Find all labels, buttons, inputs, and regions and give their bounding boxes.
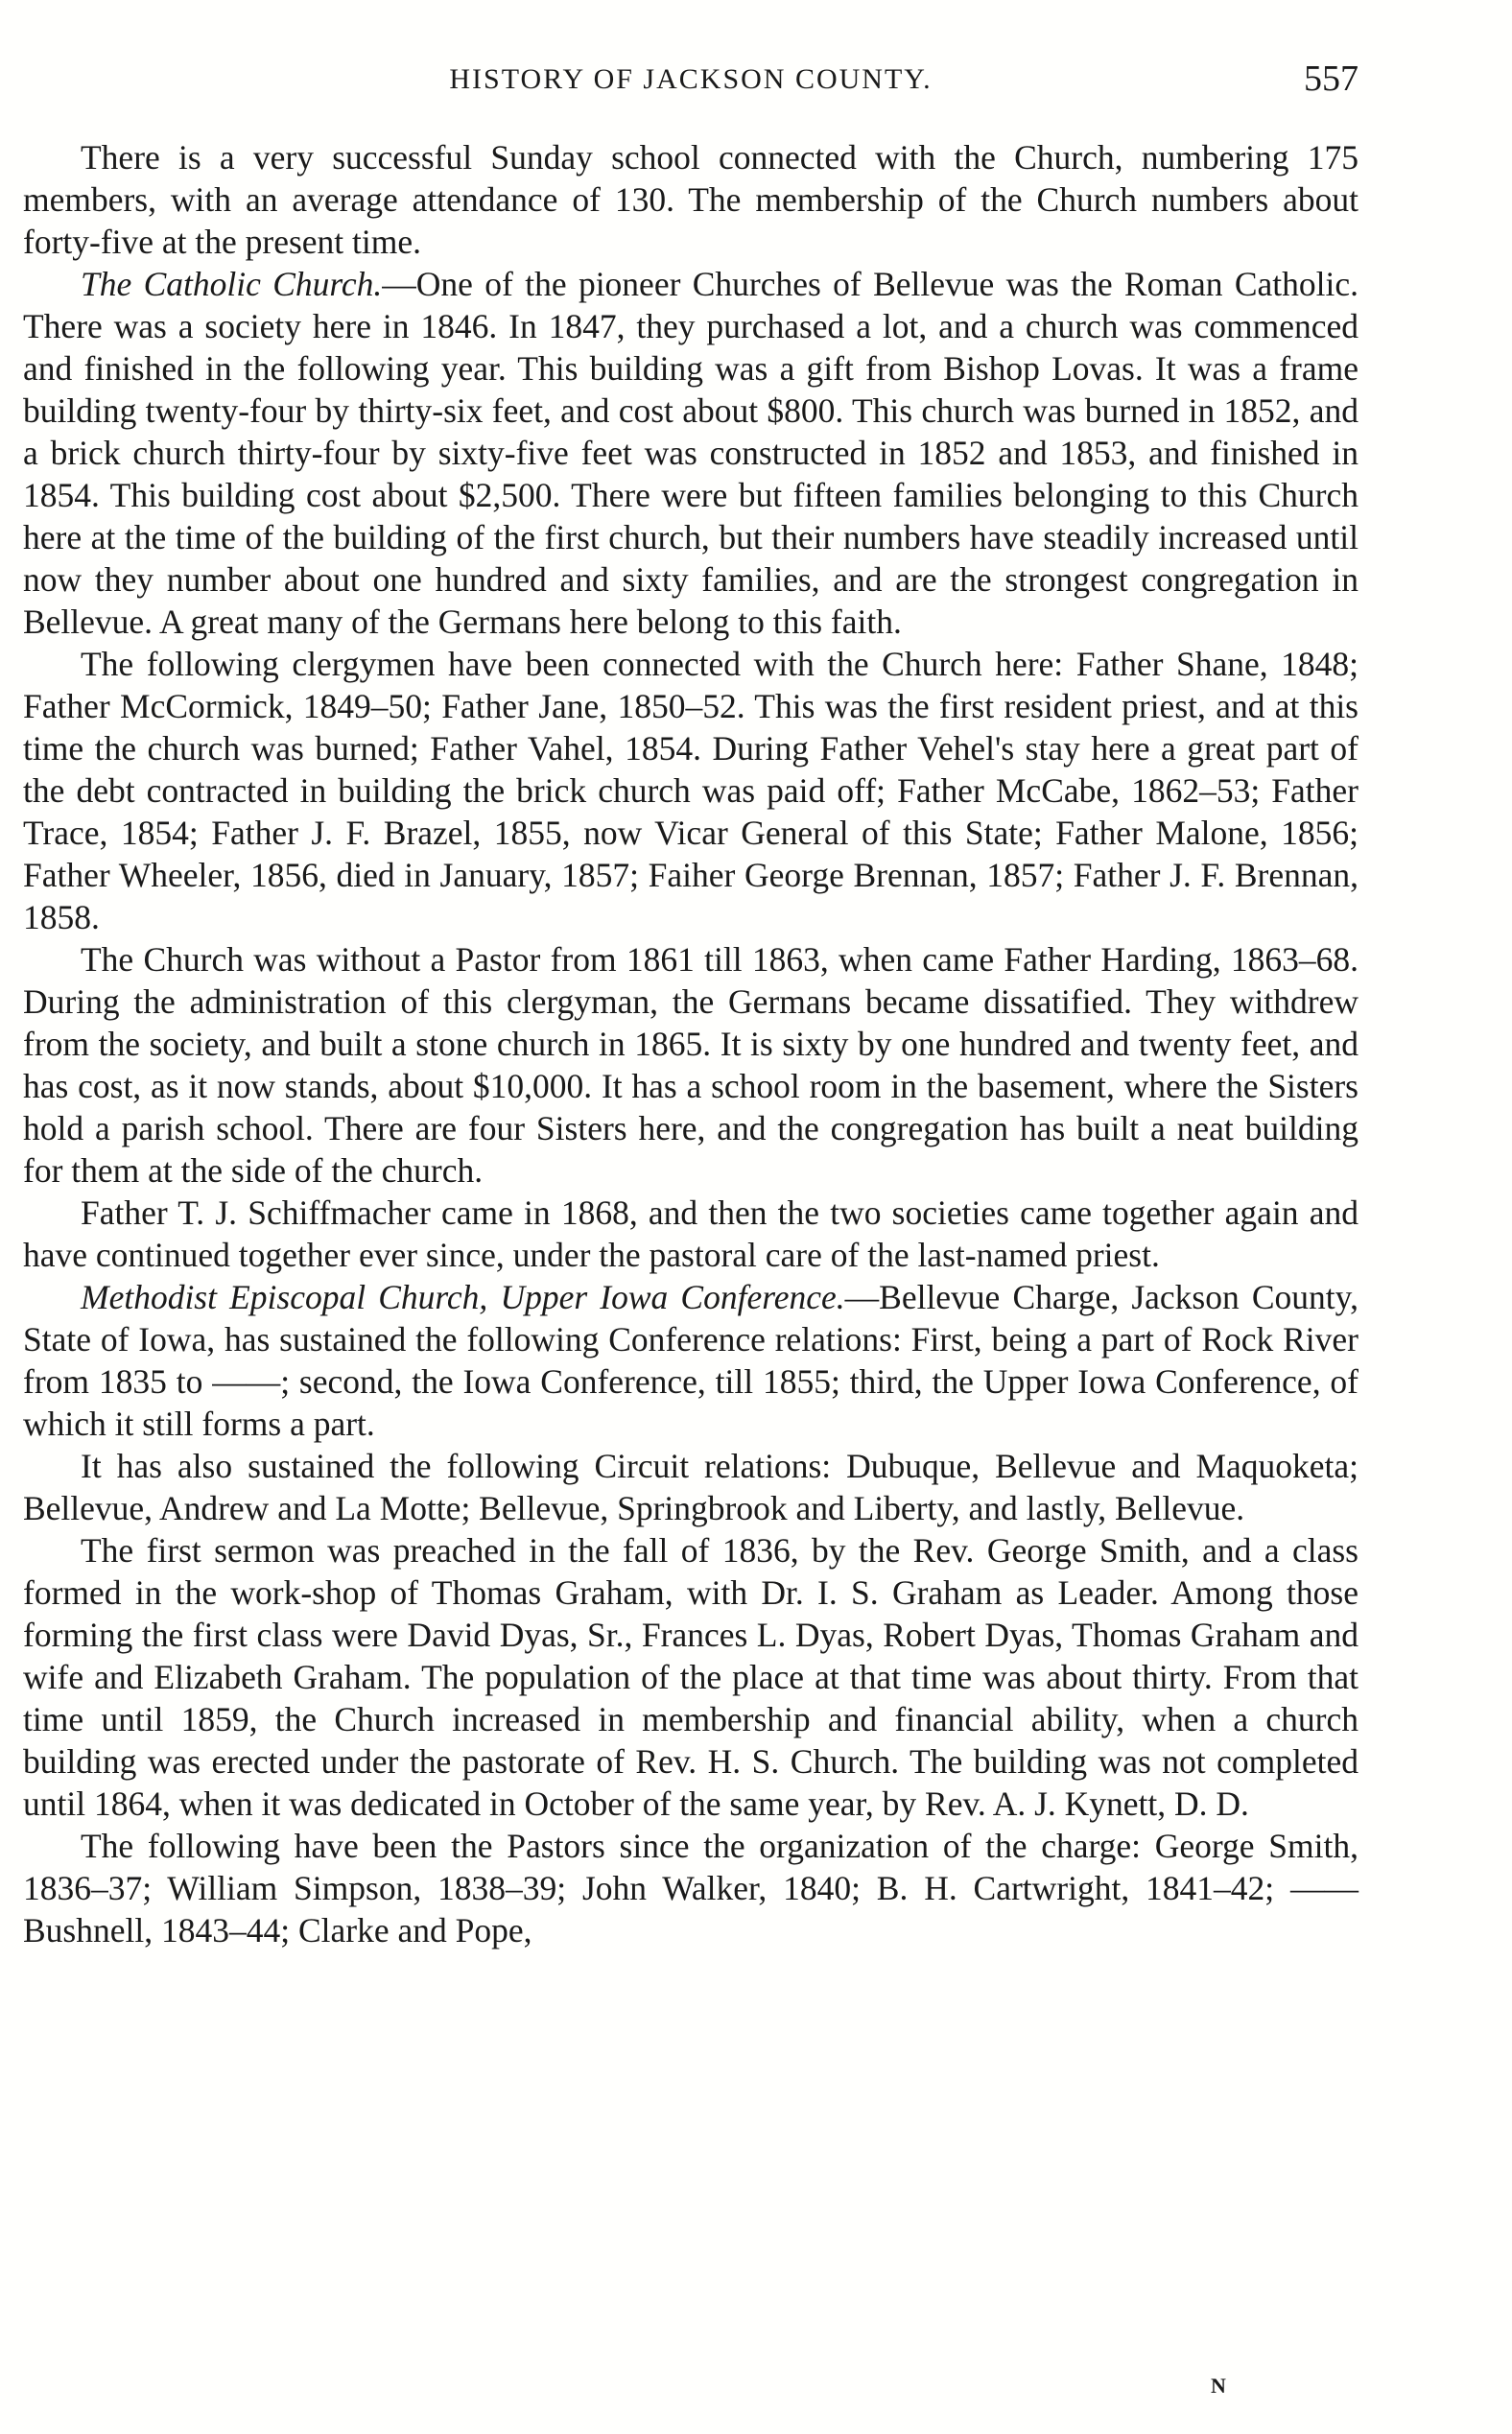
paragraph-catholic-church <box>23 263 1358 643</box>
paragraph-text: There is a very successful Sunday school connected with the Church, numbering 175 members, with an average attendance of 130. The membership of the Church numbers about forty-five at the present time. <box>23 138 1358 261</box>
section-heading-catholic-church: The Catholic Church. <box>81 265 383 303</box>
paragraph-methodist-church <box>23 1276 1358 1445</box>
paragraph-schiffmacher <box>23 1192 1358 1276</box>
paragraph-text: Father T. J. Schiffmacher came in 1868, and then the two societies came together again and have continued together ever since, under the pastoral care of the last-named priest. <box>23 1193 1358 1274</box>
signature-mark: N <box>1211 2374 1226 2398</box>
paragraph-sunday-school <box>23 136 1358 263</box>
paragraph-text: The following have been the Pastors since the organization of the charge: George Smith, 1836–37; William Simpson, 1838–39; John Walker, 1840; B. H. Cartwright, 1841–42; —— Bushnell, 1843–44; Clarke and Pope, <box>23 1827 1358 1950</box>
page-header <box>23 59 1358 111</box>
paragraph-text: The first sermon was preached in the fall of 1836, by the Rev. George Smith, and a class formed in the work-shop of Thomas Graham, with Dr. I. S. Graham as Leader. Among those forming the first class were David Dyas, Sr., Frances L. Dyas, Robert Dyas, Thomas Graham and wife and Elizabeth Graham. The population of the place at that time was about thirty. From that time until 1859, the Church increased in membership and financial ability, when a church building was erected under the pastorate of Rev. H. S. Church. The building was not completed until 1864, when it was dedicated in October of the same year, by Rev. A. J. Kynett, D. D. <box>23 1531 1358 1823</box>
paragraph-text: It has also sustained the following Circuit relations: Dubuque, Bellevue and Maquoketa; Bellevue, Andrew and La Motte; Bellevue, Springbrook and Liberty, and lastly, Bellevue. <box>23 1447 1358 1527</box>
page-number: 557 <box>1304 59 1358 99</box>
paragraph-clergymen <box>23 643 1358 938</box>
running-head: HISTORY OF JACKSON COUNTY. <box>449 63 933 95</box>
paragraph-text: The Church was without a Pastor from 1861 till 1863, when came Father Harding, 1863–68. During the administration of this clergyman, the Germans became dissatified. They withdrew from the society, and built a stone church in 1865. It is sixty by one hundred and twenty feet, and has cost, as it now stands, about $10,000. It has a school room in the basement, where the Sisters hold a parish school. There are four Sisters here, and the congregation has built a neat building for them at the side of the church. <box>23 940 1358 1190</box>
paragraph-text: —One of the pioneer Churches of Bellevue was the Roman Catholic. There was a society here in 1846. In 1847, they purchased a lot, and a church was commenced and finished in the following year. This building was a gift from Bishop Lovas. It was a frame building twenty-four by thirty-six feet, and cost about $800. This church was burned in 1852, and a brick church thirty-four by sixty-five feet was constructed in 1852 and 1853, and finished in 1854. This building cost about $2,500. There were but fifteen families belonging to this Church here at the time of the building of the first church, but their numbers have steadily increased until now they number about one hundred and sixty families, and are the strongest congregation in Bellevue. A great many of the Germans here belong to this faith. <box>23 265 1358 641</box>
section-heading-methodist-church: Methodist Episcopal Church, Upper Iowa Conference. <box>81 1278 845 1316</box>
paragraph-circuit-relations <box>23 1445 1358 1529</box>
paragraph-without-pastor <box>23 938 1358 1192</box>
paragraph-pastors <box>23 1825 1358 1951</box>
paragraph-text: —Bellevue Charge, Jackson County, State of Iowa, has sustained the following Conference relations: First, being a part of Rock River from 1835 to ——; second, the Iowa Conference, till 1855; third, the Upper Iowa Conference, of which it still forms a part. <box>23 1278 1358 1443</box>
paragraph-text: The following clergymen have been connected with the Church here: Father Shane, 1848; Father McCormick, 1849–50; Father Jane, 1850–52. This was the first resident priest, and at this time the church was burned; Father Vahel, 1854. During Father Vehel's stay here a great part of the debt contracted in building the brick church was paid off; Father McCabe, 1862–53; Father Trace, 1854; Father J. F. Brazel, 1855, now Vicar General of this State; Father Malone, 1856; Father Wheeler, 1856, died in January, 1857; Faiher George Brennan, 1857; Father J. F. Brennan, 1858. <box>23 645 1358 936</box>
book-page <box>23 0 1358 2434</box>
body-text <box>23 136 1358 1951</box>
paragraph-first-sermon <box>23 1529 1358 1825</box>
